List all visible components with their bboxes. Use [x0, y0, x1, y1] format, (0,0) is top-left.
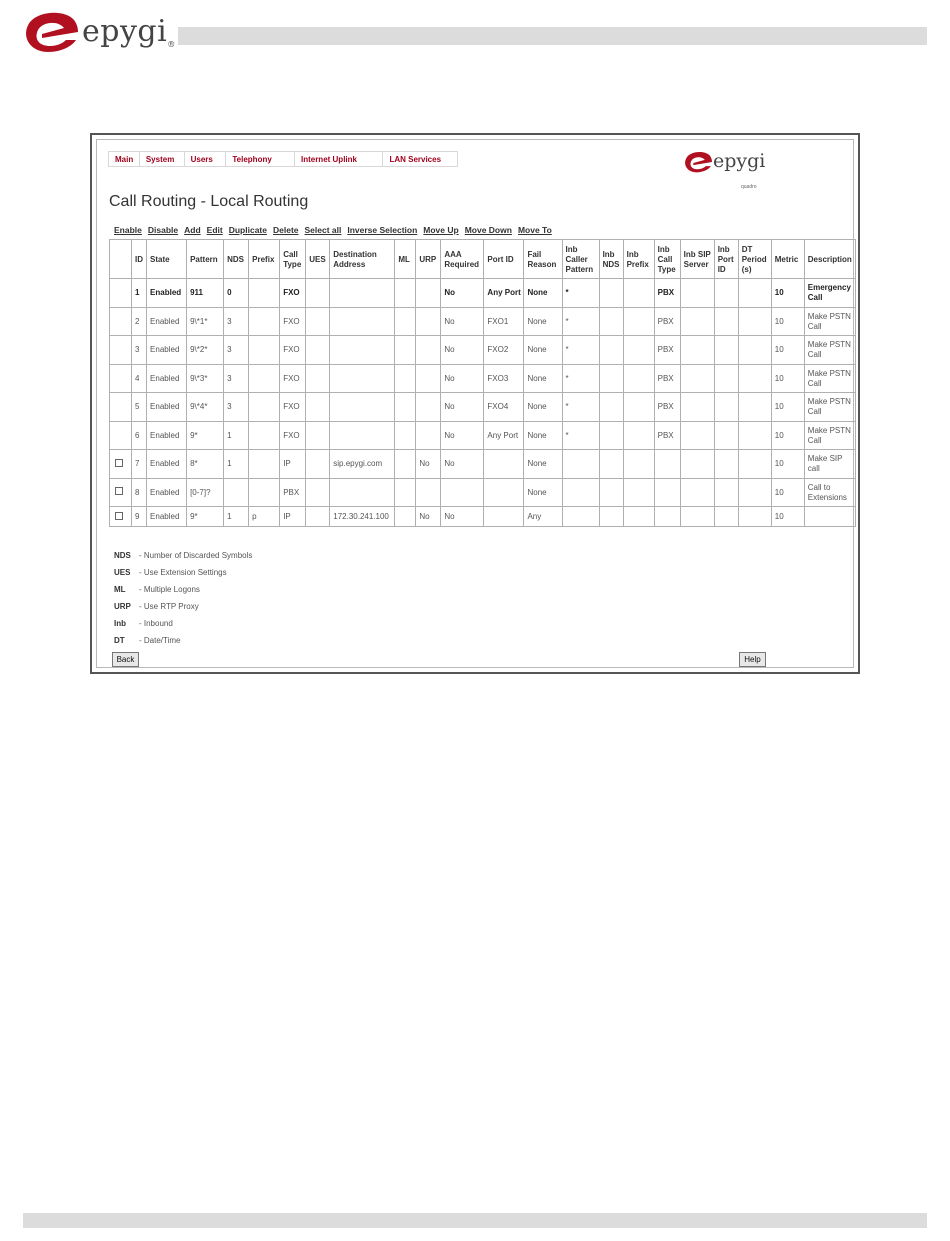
table-cell: * — [562, 393, 599, 422]
column-header — [110, 240, 132, 279]
table-cell — [623, 421, 654, 450]
table-cell — [441, 478, 484, 507]
table-cell — [623, 307, 654, 336]
menu-item-lan-services[interactable]: LAN Services — [389, 155, 442, 164]
table-cell — [562, 450, 599, 479]
legend-row — [114, 551, 252, 568]
inverse-selection-link[interactable]: Inverse Selection — [347, 225, 418, 235]
table-cell — [330, 307, 395, 336]
app-window — [96, 139, 854, 668]
table-cell: None — [524, 364, 562, 393]
abbreviation-legend — [114, 551, 252, 653]
select-cell — [110, 279, 132, 308]
table-cell — [306, 307, 330, 336]
column-header: UES — [306, 240, 330, 279]
table-cell — [330, 478, 395, 507]
table-cell: IP — [280, 450, 306, 479]
table-cell — [654, 450, 680, 479]
table-cell — [395, 364, 416, 393]
table-cell — [306, 336, 330, 365]
table-cell — [680, 450, 714, 479]
table-cell: Call to Extensions — [804, 478, 855, 507]
table-cell — [249, 421, 280, 450]
table-cell — [416, 336, 441, 365]
table-cell: 9* — [187, 507, 224, 527]
table-cell: * — [562, 364, 599, 393]
row-checkbox[interactable] — [115, 459, 123, 467]
table-cell: p — [249, 507, 280, 527]
table-cell: 1 — [224, 507, 249, 527]
table-cell: 9 — [132, 507, 147, 527]
table-cell — [599, 507, 623, 527]
table-cell: No — [441, 279, 484, 308]
table-cell: Enabled — [147, 364, 187, 393]
menu-item-users[interactable]: Users — [185, 152, 227, 166]
table-cell — [306, 393, 330, 422]
table-cell: FXO3 — [484, 364, 524, 393]
table-cell — [599, 307, 623, 336]
table-cell — [249, 364, 280, 393]
table-cell — [416, 364, 441, 393]
table-cell — [599, 421, 623, 450]
table-cell: None — [524, 421, 562, 450]
table-cell — [330, 393, 395, 422]
column-header: Pattern — [187, 240, 224, 279]
table-cell: No — [441, 307, 484, 336]
add-link[interactable]: Add — [184, 225, 201, 235]
table-cell: 3 — [224, 393, 249, 422]
legend-abbr: Inb — [114, 619, 126, 628]
menu-item-main[interactable]: Main — [109, 152, 140, 166]
table-cell — [623, 478, 654, 507]
select-cell — [110, 364, 132, 393]
table-cell — [484, 507, 524, 527]
menu-item-telephony[interactable]: Telephony — [226, 152, 295, 166]
table-cell — [330, 279, 395, 308]
column-header: State — [147, 240, 187, 279]
table-cell: 9\*4* — [187, 393, 224, 422]
column-header: Destination Address — [330, 240, 395, 279]
table-cell: FXO1 — [484, 307, 524, 336]
column-header: Description — [804, 240, 855, 279]
table-cell: 2 — [132, 307, 147, 336]
menu-item-system[interactable]: System — [140, 152, 185, 166]
table-cell: 10 — [771, 450, 804, 479]
table-cell — [714, 478, 738, 507]
table-cell: IP — [280, 507, 306, 527]
menu-item-internet-uplink[interactable]: Internet Uplink — [295, 152, 383, 166]
table-cell: Make PSTN Call — [804, 364, 855, 393]
legend-row — [114, 602, 252, 619]
table-cell — [330, 364, 395, 393]
legend-abbr: ML — [114, 585, 126, 594]
brand-name: epygi® — [82, 14, 176, 49]
table-cell: 10 — [771, 507, 804, 527]
disable-link[interactable]: Disable — [147, 225, 179, 235]
table-row[interactable] — [110, 507, 856, 527]
footer-bar — [23, 1213, 927, 1228]
table-cell — [395, 450, 416, 479]
table-row[interactable] — [110, 279, 856, 308]
app-brand-sub: quadro — [741, 184, 757, 190]
table-cell: No — [441, 507, 484, 527]
column-header: URP — [416, 240, 441, 279]
table-cell: No — [441, 336, 484, 365]
action-toolbar — [114, 225, 552, 235]
table-cell: Make SIP call — [804, 450, 855, 479]
table-cell: sip.epygi.com — [330, 450, 395, 479]
table-cell: 10 — [771, 364, 804, 393]
table-cell: 6 — [132, 421, 147, 450]
table-cell: 3 — [224, 364, 249, 393]
column-header: Metric — [771, 240, 804, 279]
table-cell — [395, 393, 416, 422]
legend-abbr: NDS — [114, 551, 131, 560]
table-cell — [738, 450, 771, 479]
table-cell: PBX — [654, 336, 680, 365]
table-cell: 9\*1* — [187, 307, 224, 336]
table-cell — [416, 307, 441, 336]
table-cell — [680, 421, 714, 450]
column-header: ML — [395, 240, 416, 279]
table-cell: 0 — [224, 279, 249, 308]
table-cell — [714, 421, 738, 450]
table-cell: No — [416, 450, 441, 479]
table-cell: 1 — [224, 450, 249, 479]
table-cell: * — [562, 279, 599, 308]
table-cell: 10 — [771, 279, 804, 308]
row-checkbox[interactable] — [115, 512, 123, 520]
table-cell: 9\*2* — [187, 336, 224, 365]
routing-table — [109, 239, 856, 527]
table-cell: 3 — [132, 336, 147, 365]
table-row[interactable] — [110, 478, 856, 507]
table-cell — [680, 364, 714, 393]
table-cell — [714, 450, 738, 479]
table-cell: None — [524, 478, 562, 507]
help-button[interactable]: Help — [739, 652, 766, 667]
select-cell — [110, 478, 132, 507]
table-cell — [714, 307, 738, 336]
table-cell: 172.30.241.100 — [330, 507, 395, 527]
table-cell: None — [524, 279, 562, 308]
table-cell — [738, 307, 771, 336]
table-cell: 911 — [187, 279, 224, 308]
duplicate-link[interactable]: Duplicate — [228, 225, 267, 235]
table-cell — [738, 393, 771, 422]
table-cell — [306, 478, 330, 507]
table-cell: Enabled — [147, 507, 187, 527]
table-cell: 1 — [224, 421, 249, 450]
table-cell — [306, 364, 330, 393]
table-cell — [599, 279, 623, 308]
table-row[interactable] — [110, 393, 856, 422]
table-cell — [680, 307, 714, 336]
table-cell — [249, 393, 280, 422]
table-cell — [680, 393, 714, 422]
table-cell — [395, 336, 416, 365]
table-cell: Enabled — [147, 336, 187, 365]
table-cell — [680, 336, 714, 365]
table-cell: FXO — [280, 307, 306, 336]
table-cell: Any Port — [484, 279, 524, 308]
table-header-row — [110, 240, 856, 279]
table-cell: FXO2 — [484, 336, 524, 365]
column-header: Inb NDS — [599, 240, 623, 279]
select-cell — [110, 507, 132, 527]
table-cell — [395, 307, 416, 336]
table-cell: Make PSTN Call — [804, 393, 855, 422]
table-cell: None — [524, 450, 562, 479]
document-logo — [22, 8, 182, 58]
table-cell: No — [441, 364, 484, 393]
move-to-link[interactable]: Move To — [517, 225, 552, 235]
table-cell: None — [524, 336, 562, 365]
column-header: Inb Caller Pattern — [562, 240, 599, 279]
delete-link[interactable]: Delete — [272, 225, 299, 235]
table-cell: * — [562, 307, 599, 336]
table-cell — [416, 279, 441, 308]
table-cell — [714, 279, 738, 308]
legend-abbr: UES — [114, 568, 131, 577]
table-cell: FXO — [280, 279, 306, 308]
table-row[interactable] — [110, 336, 856, 365]
table-cell — [224, 478, 249, 507]
table-cell: Enabled — [147, 393, 187, 422]
header-bar — [178, 27, 927, 45]
table-cell: Make PSTN Call — [804, 336, 855, 365]
app-brand-name: epygi — [713, 150, 766, 172]
table-cell — [654, 478, 680, 507]
table-cell: FXO — [280, 421, 306, 450]
epygi-swirl-icon — [683, 150, 713, 174]
table-cell: Make PSTN Call — [804, 307, 855, 336]
legend-text: - Multiple Logons — [139, 585, 200, 594]
table-cell — [562, 478, 599, 507]
table-cell: 9\*3* — [187, 364, 224, 393]
table-cell: Any — [524, 507, 562, 527]
table-cell: 3 — [224, 307, 249, 336]
table-cell — [395, 279, 416, 308]
table-cell — [395, 507, 416, 527]
table-cell: PBX — [654, 364, 680, 393]
table-cell — [249, 307, 280, 336]
table-cell — [623, 393, 654, 422]
legend-row — [114, 636, 252, 653]
table-cell: Enabled — [147, 307, 187, 336]
legend-row — [114, 585, 252, 602]
table-cell: 4 — [132, 364, 147, 393]
table-cell — [484, 450, 524, 479]
table-cell — [249, 478, 280, 507]
table-cell — [416, 421, 441, 450]
row-checkbox[interactable] — [115, 487, 123, 495]
table-cell — [599, 450, 623, 479]
select-cell — [110, 450, 132, 479]
table-cell — [599, 478, 623, 507]
table-cell — [738, 336, 771, 365]
epygi-swirl-icon — [22, 10, 80, 54]
table-cell — [599, 393, 623, 422]
legend-text: - Number of Discarded Symbols — [139, 551, 253, 560]
select-cell — [110, 421, 132, 450]
table-cell: No — [416, 507, 441, 527]
table-cell — [623, 450, 654, 479]
app-logo — [683, 148, 773, 188]
select-all-link[interactable]: Select all — [304, 225, 342, 235]
column-header: Fail Reason — [524, 240, 562, 279]
table-cell: Enabled — [147, 421, 187, 450]
select-cell — [110, 336, 132, 365]
table-cell: 3 — [224, 336, 249, 365]
table-cell: PBX — [654, 421, 680, 450]
table-cell — [599, 364, 623, 393]
table-cell: No — [441, 421, 484, 450]
select-cell — [110, 307, 132, 336]
table-cell — [330, 336, 395, 365]
table-cell — [623, 336, 654, 365]
table-cell: Any Port — [484, 421, 524, 450]
table-cell — [738, 507, 771, 527]
legend-text: - Use RTP Proxy — [139, 602, 199, 611]
table-cell: Enabled — [147, 450, 187, 479]
table-row[interactable] — [110, 421, 856, 450]
table-cell: PBX — [654, 279, 680, 308]
table-cell — [738, 364, 771, 393]
edit-link[interactable]: Edit — [206, 225, 223, 235]
column-header: Inb SIP Server — [680, 240, 714, 279]
table-cell: FXO4 — [484, 393, 524, 422]
table-cell: 10 — [771, 336, 804, 365]
table-cell: 8* — [187, 450, 224, 479]
table-cell: None — [524, 393, 562, 422]
column-header: Prefix — [249, 240, 280, 279]
legend-row — [114, 619, 252, 636]
select-cell — [110, 393, 132, 422]
table-cell: 10 — [771, 307, 804, 336]
legend-text: - Inbound — [139, 619, 173, 628]
column-header: DT Period (s) — [738, 240, 771, 279]
table-cell — [738, 421, 771, 450]
table-row[interactable] — [110, 364, 856, 393]
move-down-link[interactable]: Move Down — [464, 225, 512, 235]
table-cell — [804, 507, 855, 527]
table-cell — [623, 364, 654, 393]
table-cell: PBX — [654, 393, 680, 422]
table-cell: Emergency Call — [804, 279, 855, 308]
table-cell — [249, 279, 280, 308]
enable-link[interactable]: Enable — [114, 225, 142, 235]
column-header: Call Type — [280, 240, 306, 279]
table-cell — [330, 421, 395, 450]
table-cell: 5 — [132, 393, 147, 422]
table-cell: FXO — [280, 393, 306, 422]
table-cell — [249, 450, 280, 479]
table-row[interactable] — [110, 307, 856, 336]
table-cell: 1 — [132, 279, 147, 308]
table-cell — [562, 507, 599, 527]
table-cell — [680, 507, 714, 527]
table-cell — [484, 478, 524, 507]
column-header: NDS — [224, 240, 249, 279]
column-header: Inb Port ID — [714, 240, 738, 279]
table-cell: No — [441, 393, 484, 422]
table-cell: * — [562, 421, 599, 450]
page-title: Call Routing - Local Routing — [109, 193, 309, 210]
table-cell: PBX — [280, 478, 306, 507]
back-button[interactable]: Back — [112, 652, 139, 667]
column-header: AAA Required — [441, 240, 484, 279]
table-cell — [306, 507, 330, 527]
table-cell — [714, 507, 738, 527]
table-cell: 10 — [771, 393, 804, 422]
column-header: Port ID — [484, 240, 524, 279]
table-cell — [714, 336, 738, 365]
table-cell — [623, 279, 654, 308]
column-header: ID — [132, 240, 147, 279]
screenshot-frame — [90, 133, 860, 674]
table-cell — [738, 478, 771, 507]
table-cell — [395, 421, 416, 450]
legend-text: - Use Extension Settings — [139, 568, 227, 577]
table-cell — [714, 364, 738, 393]
table-cell: 10 — [771, 478, 804, 507]
table-cell — [599, 336, 623, 365]
table-cell: None — [524, 307, 562, 336]
table-cell — [416, 393, 441, 422]
table-cell: [0-7]? — [187, 478, 224, 507]
table-cell: No — [441, 450, 484, 479]
table-cell — [306, 450, 330, 479]
main-menu — [108, 151, 458, 167]
table-cell: FXO — [280, 336, 306, 365]
column-header: Inb Prefix — [623, 240, 654, 279]
table-cell — [680, 279, 714, 308]
legend-row — [114, 568, 252, 585]
move-up-link[interactable]: Move Up — [423, 225, 459, 235]
table-cell — [306, 279, 330, 308]
legend-text: - Date/Time — [139, 636, 181, 645]
table-cell — [306, 421, 330, 450]
table-cell — [714, 393, 738, 422]
table-cell: 8 — [132, 478, 147, 507]
table-cell: FXO — [280, 364, 306, 393]
column-header: Inb Call Type — [654, 240, 680, 279]
table-cell — [738, 279, 771, 308]
legend-abbr: DT — [114, 636, 125, 645]
table-cell — [680, 478, 714, 507]
table-cell: 10 — [771, 421, 804, 450]
table-cell: Make PSTN Call — [804, 421, 855, 450]
table-cell: PBX — [654, 307, 680, 336]
table-cell: * — [562, 336, 599, 365]
table-cell: Enabled — [147, 478, 187, 507]
table-cell — [416, 478, 441, 507]
table-cell: 7 — [132, 450, 147, 479]
table-cell — [249, 336, 280, 365]
table-cell: Enabled — [147, 279, 187, 308]
legend-abbr: URP — [114, 602, 131, 611]
table-cell — [623, 507, 654, 527]
table-cell — [395, 478, 416, 507]
table-cell: 9* — [187, 421, 224, 450]
table-row[interactable] — [110, 450, 856, 479]
table-cell — [654, 507, 680, 527]
